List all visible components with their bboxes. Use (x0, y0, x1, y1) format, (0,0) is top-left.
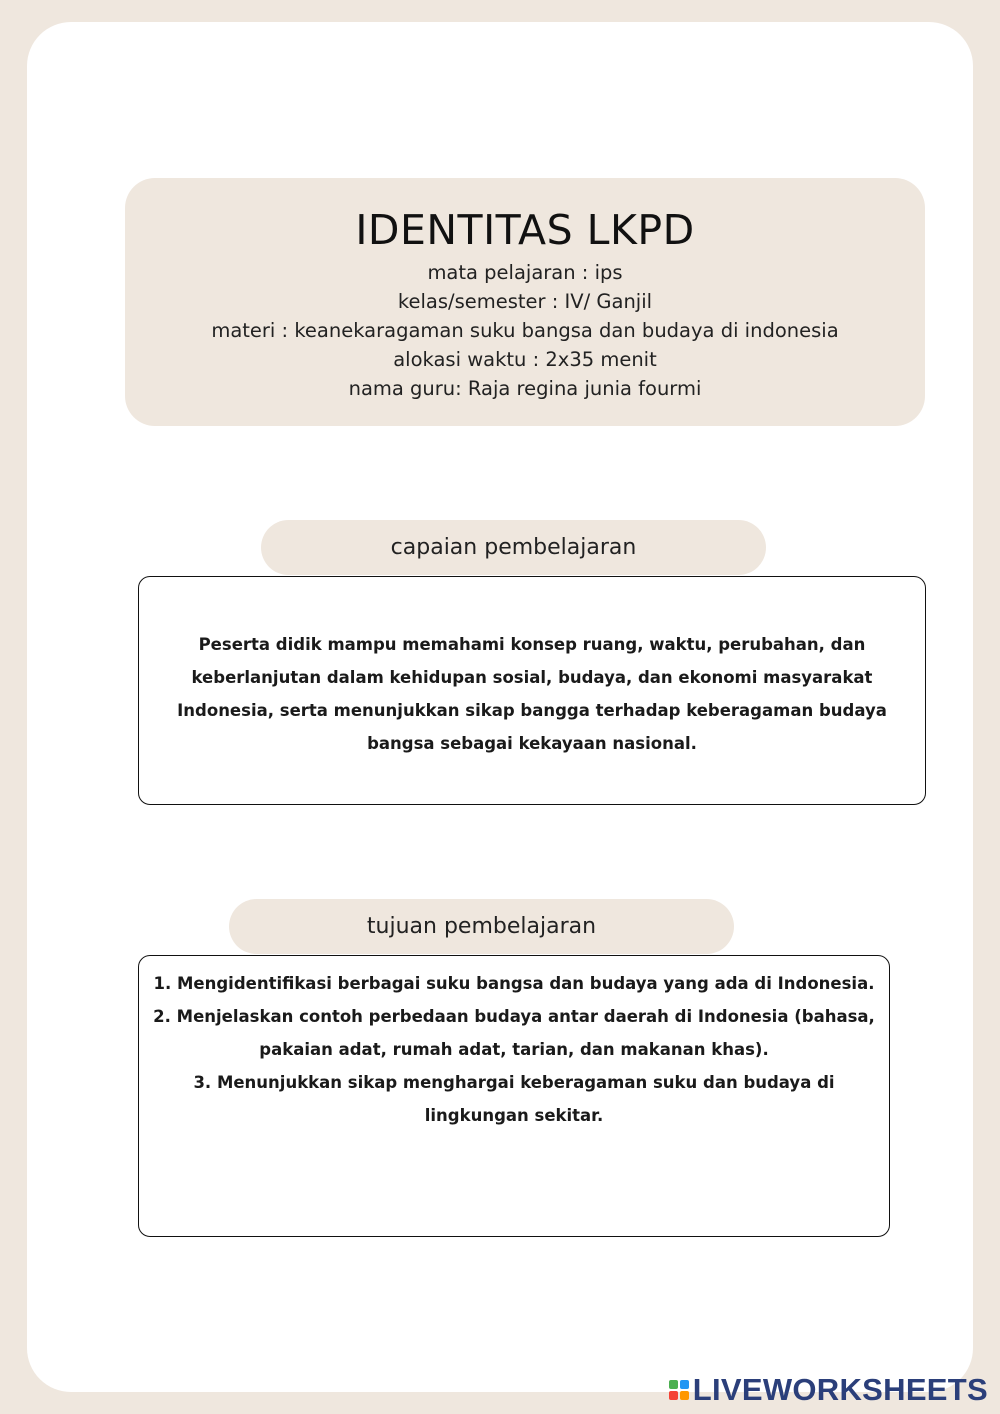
tujuan-box (138, 955, 890, 1237)
teacher-name-line: nama guru: Raja regina junia fourmi (348, 377, 702, 400)
identity-title: IDENTITAS LKPD (355, 206, 695, 254)
logo-square (669, 1391, 678, 1400)
tujuan-item: 3. Menunjukkan sikap menghargai keberagaman suku dan budaya di lingkungan sekitar. (193, 1073, 835, 1125)
class-semester-line: kelas/semester : IV/ Ganjil (397, 290, 653, 313)
tujuan-heading: tujuan pembelajaran (229, 899, 734, 954)
material-line: materi : keanekaragaman suku bangsa dan budaya di indonesia (211, 319, 839, 342)
liveworksheets-logo-icon (669, 1380, 689, 1400)
capaian-box (138, 576, 926, 805)
logo-square (680, 1380, 689, 1389)
brand-name: LIVEWORKSHEETS (692, 1372, 988, 1407)
tujuan-list (139, 967, 889, 1132)
logo-square (669, 1380, 678, 1389)
capaian-text: Peserta didik mampu memahami konsep ruang, waktu, perubahan, dan keberlanjutan dalam kehidupan sosial, budaya, dan ekonomi masyarakat Indonesia, serta menunjukkan sikap bangga terhadap keberagaman budaya bangsa sebagai kekayaan nasional. (177, 635, 887, 753)
logo-square (680, 1391, 689, 1400)
tujuan-item: 1. Mengidentifikasi berbagai suku bangsa dan budaya yang ada di Indonesia. (153, 974, 875, 993)
subject-line: mata pelajaran : ips (427, 261, 623, 284)
tujuan-item: 2. Menjelaskan contoh perbedaan budaya antar daerah di Indonesia (bahasa, pakaian adat, rumah adat, tarian, dan makanan khas). (153, 1007, 875, 1059)
liveworksheets-brand[interactable] (669, 1372, 988, 1408)
identity-card (125, 178, 925, 426)
capaian-heading: capaian pembelajaran (261, 520, 766, 575)
time-allocation-line: alokasi waktu : 2x35 menit (393, 348, 657, 371)
identity-details (125, 258, 925, 403)
